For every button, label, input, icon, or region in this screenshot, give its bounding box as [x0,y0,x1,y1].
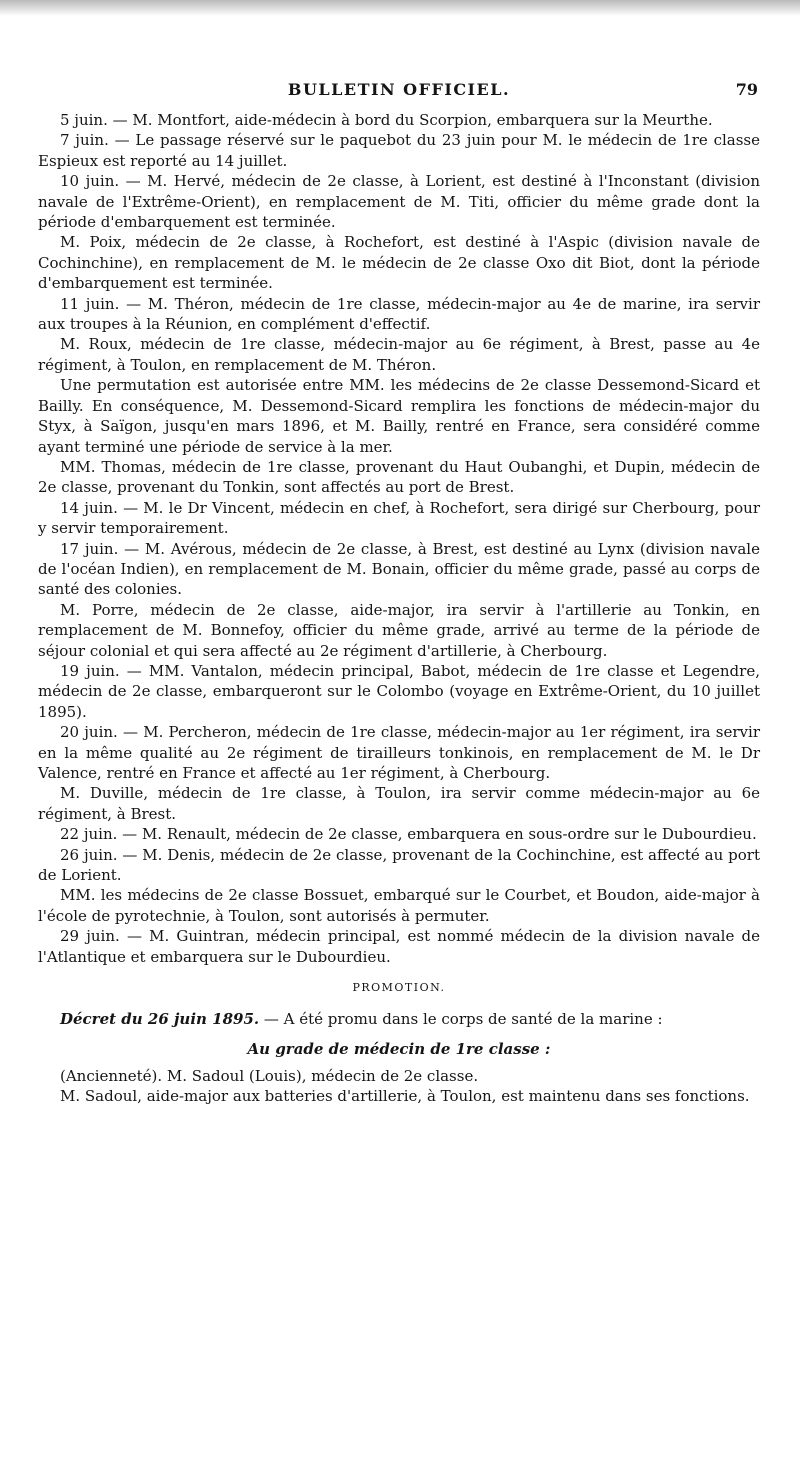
paragraph-text: — M. Renault, médecin de 2e classe, embarquera en sous-ordre sur le Dubourdieu. [117,825,757,844]
paragraph [38,375,760,457]
paragraph-text: Une permutation est autorisée entre MM. les médecins de 2e classe Dessemond-Sicard et Bailly. En conséquence, M. Dessemond-Sicard remplira les fonctions de médecin-major du Styx, à Saïgon, jusqu'en mars 1896, et M. Bailly, rentré en France, sera considéré comme ayant terminé une période de service à la mer. [38,376,760,456]
paragraph-date: 19 juin. [60,661,120,680]
paragraph-date: 5 juin. [60,111,108,129]
paragraph-date: 26 juin. [60,845,118,864]
paragraph-date: 10 juin. [60,172,120,191]
paragraph-text: — M. Théron, médecin de 1re classe, médecin-major au 4e de marine, ira servir aux troupes à la Réunion, en complément d'effectif. [38,294,760,334]
paragraph-text: M. Duville, médecin de 1re classe, à Toulon, ira servir comme médecin-major au 6e régiment, à Brest. [38,784,760,823]
grade-heading: Au grade de médecin de 1re classe : [247,1040,551,1059]
paragraph-text: — M. Denis, médecin de 2e classe, provenant de la Cochinchine, est affecté au port de Lorient. [38,845,760,885]
paragraph [38,926,760,967]
paragraph-date: 7 juin. [60,131,109,150]
body-text [38,110,760,967]
promotion-entry: (Ancienneté). M. Sadoul (Louis), médecin de 2e classe. [60,1067,479,1086]
paragraph-text: MM. les médecins de 2e classe Bossuet, embarqué sur le Courbet, et Boudon, aide-major à l'école de pyrotechnie, à Toulon, sont autorisés à permuter. [38,886,760,925]
paragraph [38,110,760,130]
paragraph-text: — MM. Vantalon, médecin principal, Babot, médecin de 1re classe et Legendre, médecin de 2e classe, embarqueront sur le Colombo (voyage en Extrême-Orient, du 10 juillet 1895). [38,661,760,721]
paragraph [38,457,760,498]
paragraph-text: — M. Percheron, médecin de 1re classe, médecin-major au 1er régiment, ira servir en la même qualité au 2e régiment de tirailleurs tonkinois, en remplacement de M. le Dr Valence, rentré en France et affecté au 1er régiment, à Cherbourg. [38,723,760,782]
paragraph-text: — Le passage réservé sur le paquebot du 23 juin pour M. le médecin de 1re classe Espieux est reporté au 14 juillet. [38,131,760,170]
paragraph [38,498,760,539]
paragraph [38,722,760,783]
paragraph-date: 14 juin. [60,498,118,517]
paragraph-text: MM. Thomas, médecin de 1re classe, provenant du Haut Oubanghi, et Dupin, médecin de 2e classe, provenant du Tonkin, sont affectés au port de Brest. [38,457,760,497]
paragraph [38,334,760,375]
paragraph [38,539,760,600]
paragraph-date: 20 juin. [60,723,118,742]
paragraph [38,885,760,926]
paragraph-text: — M. Montfort, aide-médecin à bord du Scorpion, embarquera sur la Meurthe. [107,111,713,129]
paragraph-text: M. Porre, médecin de 2e classe, aide-major, ira servir à l'artillerie au Tonkin, en remplacement de M. Bonnefoy, officier du même grade, arrivé au terme de la période de séjour colonial et qui sera affecté au 2e régiment d'artillerie, à Cherbourg. [38,600,760,660]
decree-text: — A été promu dans le corps de santé de la marine : [259,1010,663,1029]
paragraph [38,661,760,722]
paragraph-date: 17 juin. [60,539,119,558]
promotion-entry: M. Sadoul, aide-major aux batteries d'artillerie, à Toulon, est maintenu dans ses fonctions. [60,1087,750,1106]
paragraph-text: M. Roux, médecin de 1re classe, médecin-major au 6e régiment, à Brest, passe au 4e régiment, à Toulon, en remplacement de M. Théron. [38,335,760,374]
paragraph-text: M. Poix, médecin de 2e classe, à Rochefort, est destiné à l'Aspic (division navale de Cochinchine), en remplacement de M. le médecin de 2e classe Oxo dit Biot, dont la période d'embarquement est terminée. [38,233,760,293]
paragraph-text: — M. Avérous, médecin de 2e classe, à Brest, est destiné au Lynx (division navale de l'océan Indien), en remplacement de M. Bonain, officier du même grade, passé au corps de santé des colonies. [38,539,760,599]
section-heading: PROMOTION. [352,981,446,995]
page-number: 79 [735,80,758,99]
paragraph-date: 29 juin. [60,927,120,946]
paragraph [38,232,760,293]
paragraph [38,171,760,232]
decree-line [38,1008,760,1030]
decree-label: Décret du 26 juin 1895. [60,1010,260,1029]
paragraph-date: 11 juin. [60,294,120,313]
paragraph [38,294,760,335]
paragraph [38,600,760,661]
running-title: BULLETIN OFFICIEL. [287,80,511,99]
paragraph-date: 22 juin. [60,825,118,844]
paragraph-text: — M. le Dr Vincent, médecin en chef, à Rochefort, sera dirigé sur Cherbourg, pour y servir temporairement. [38,498,760,538]
paragraph-text: — M. Hervé, médecin de 2e classe, à Lorient, est destiné à l'Inconstant (division navale de l'Extrême-Orient), en remplacement de M. Titi, officier du même grade dont la période d'embarquement est terminée. [38,172,760,232]
paragraph [38,824,760,844]
paragraph [38,845,760,886]
promotion-section [38,981,760,1107]
page-header [38,0,760,110]
paragraph [38,783,760,824]
paragraph-text: — M. Guintran, médecin principal, est nommé médecin de la division navale de l'Atlantique et embarquera sur le Dubourdieu. [38,927,760,966]
paragraph [38,130,760,171]
